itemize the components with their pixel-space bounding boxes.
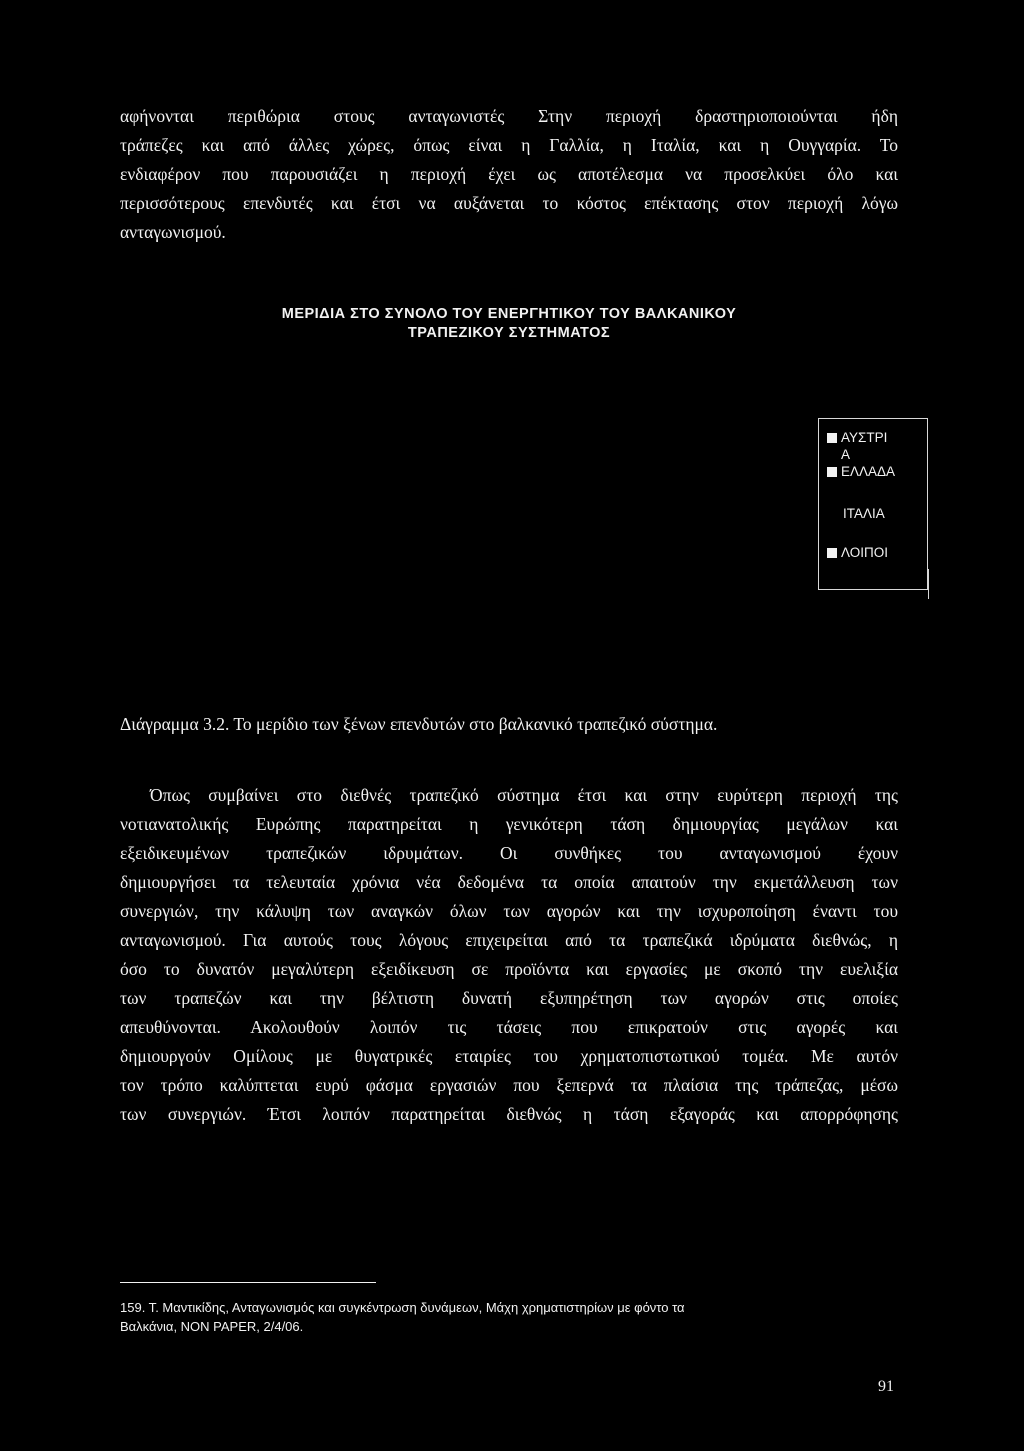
footnote-divider xyxy=(120,1282,376,1283)
text-line: των συνεργιών. Έτσι λοιπόν παρατηρείται διεθνώς η τάση εξαγοράς και απορρόφησης xyxy=(120,1104,898,1124)
legend-label: ΙΤΑΛΙΑ xyxy=(843,506,885,521)
square-swatch-icon xyxy=(827,467,837,477)
text-line: τον τρόπο καλύπτεται ευρύ φάσμα εργασιών που ξεπερνά τα πλαίσια της τράπεζας, μέσω xyxy=(120,1075,898,1095)
legend-label: Α xyxy=(841,447,851,462)
figure-caption: Διάγραμμα 3.2. Το μερίδιο των ξένων επενδυτών στο βαλκανικό τραπεζικό σύστημα. xyxy=(120,714,718,734)
legend-label: ΛΟΙΠΟΙ xyxy=(841,545,888,560)
text-line: Όπως συμβαίνει στο διεθνές τραπεζικό σύστημα έτσι και στην ευρύτερη περιοχή της xyxy=(150,785,898,805)
text-line: ενδιαφέρον που παρουσιάζει η περιοχή έχει ως αποτέλεσμα να προσελκύει όλο και xyxy=(120,164,898,184)
chart-title-line: ΤΡΑΠΕΖΙΚΟΥ ΣΥΣΤΗΜΑΤΟΣ xyxy=(407,325,611,341)
text-line: δημιουργούν Ομίλους με θυγατρικές εταιρίες του χρηματοπιστωτικού τομέα. Με αυτόν xyxy=(120,1046,898,1066)
square-swatch-icon xyxy=(827,433,837,443)
footnote xyxy=(120,1298,900,1336)
legend-item-austria-cont xyxy=(841,447,850,463)
chart-title xyxy=(120,305,898,343)
legend-item-austria xyxy=(827,430,887,446)
text-line: τράπεζες και από άλλες χώρες, όπως είναι η Γαλλία, η Ιταλία, και η Ουγγαρία. Το xyxy=(120,135,898,155)
page-number: 91 xyxy=(878,1378,894,1395)
text-line: δημιουργήσει τα τελευταία χρόνια νέα δεδομένα τα οποία απαιτούν την εκμετάλλευση των xyxy=(120,872,898,892)
text-line: αφήνονται περιθώρια στους ανταγωνιστές Στην περιοχή δραστηριοποιούνται ήδη xyxy=(120,106,898,126)
legend-border-tick xyxy=(928,569,929,599)
text-line: περισσότερους επενδυτές και έτσι να αυξάνεται το κόστος επέκτασης στον περιοχή λόγω xyxy=(120,193,898,213)
paragraph-intro xyxy=(120,102,898,247)
legend-item-italy xyxy=(843,506,885,522)
text-line: απευθύνονται. Ακολουθούν λοιπόν τις τάσεις που επικρατούν στις αγορές και xyxy=(120,1017,898,1037)
square-swatch-icon xyxy=(827,548,837,558)
text-line: εξειδικευμένων τραπεζικών ιδρυμάτων. Οι συνθήκες του ανταγωνισμού έχουν xyxy=(120,843,898,863)
legend-item-others xyxy=(827,545,888,561)
text-line: των τραπεζών και την βέλτιστη δυνατή εξυπηρέτηση των αγορών στις οποίες xyxy=(120,988,898,1008)
chart-legend xyxy=(818,418,928,590)
legend-label: ΑΥΣΤΡΙ xyxy=(841,430,888,445)
text-line: ανταγωνισμού. Για αυτούς τους λόγους επιχειρείται από τα τραπεζικά ιδρύματα διεθνώς, η xyxy=(120,930,898,950)
paragraph-main xyxy=(120,781,898,1129)
footnote-line: 159. Τ. Μαντικίδης, Ανταγωνισμός και συγκέντρωση δυνάμεων, Μάχη χρηματιστηρίων με φόντο τα xyxy=(120,1300,685,1315)
text-line: ανταγωνισμού. xyxy=(120,222,226,242)
legend-item-greece xyxy=(827,464,895,480)
legend-label: ΕΛΛΑΔΑ xyxy=(841,464,896,479)
text-line: νοτιανατολικής Ευρώπης παρατηρείται η γενικότερη τάση δημιουργίας μεγάλων και xyxy=(120,814,898,834)
text-line: όσο το δυνατόν μεγαλύτερη εξειδίκευση σε προϊόντα και εργασίες με σκοπό την ευελιξία xyxy=(120,959,898,979)
chart-title-line: ΜΕΡΙΔΙΑ ΣΤΟ ΣΥΝΟΛΟ ΤΟΥ ΕΝΕΡΓΗΤΙΚΟΥ ΤΟΥ ΒΑΛΚΑΝΙΚΟΥ xyxy=(281,306,737,322)
text-line: συνεργιών, την κάλυψη των αναγκών όλων των αγορών και την ισχυροποίηση έναντι του xyxy=(120,901,898,921)
footnote-line: Βαλκάνια, NON PAPER, 2/4/06. xyxy=(120,1319,304,1334)
